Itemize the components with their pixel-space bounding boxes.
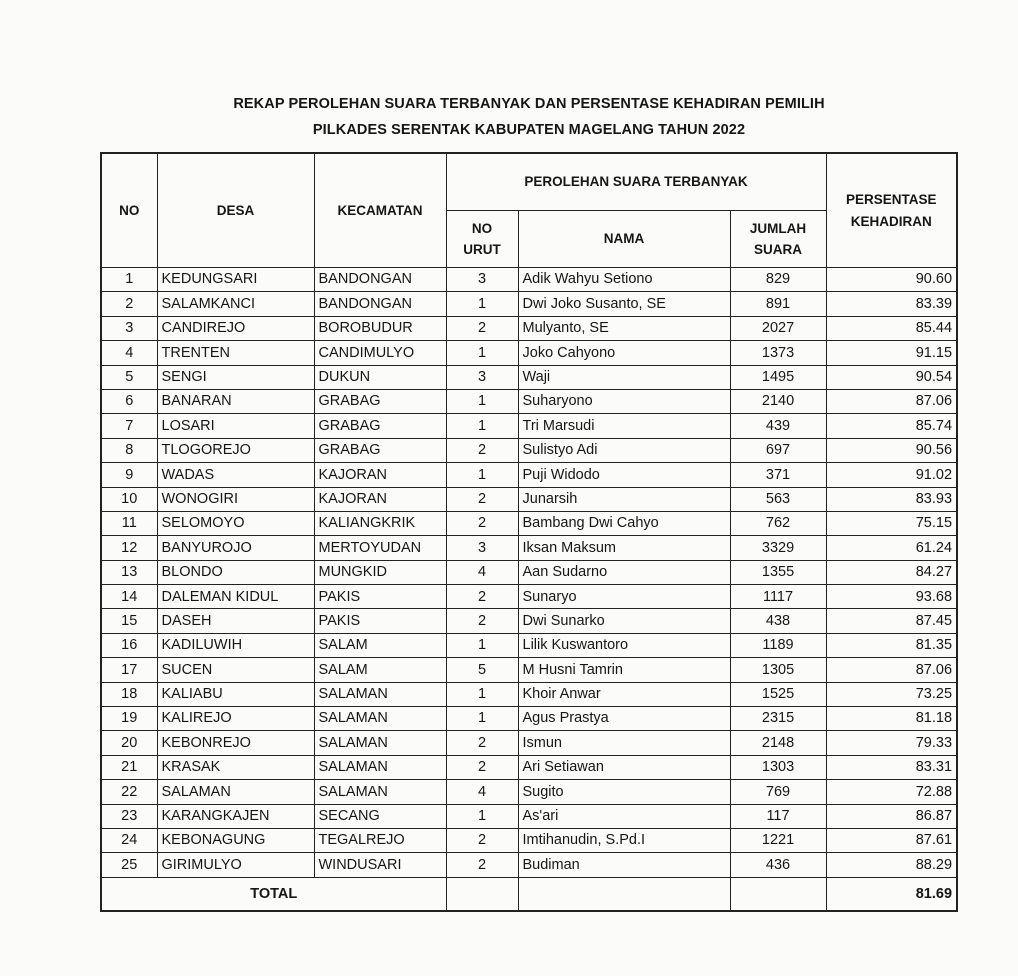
cell-jumlah-suara: 891 [730,292,826,316]
cell-persentase: 87.06 [826,389,957,413]
cell-no-urut: 2 [446,853,518,877]
cell-nama: Joko Cahyono [518,341,730,365]
cell-nama: M Husni Tamrin [518,658,730,682]
cell-jumlah-suara: 1189 [730,633,826,657]
cell-desa: KEBONAGUNG [157,828,314,852]
cell-persentase: 73.25 [826,682,957,706]
cell-persentase: 81.18 [826,707,957,731]
cell-jumlah-suara: 762 [730,511,826,535]
cell-nama: Bambang Dwi Cahyo [518,511,730,535]
cell-desa: KALIABU [157,682,314,706]
cell-desa: KALIREJO [157,707,314,731]
cell-nama: Mulyanto, SE [518,316,730,340]
cell-no-urut: 2 [446,731,518,755]
cell-jumlah-suara: 829 [730,268,826,292]
cell-nama: Suharyono [518,389,730,413]
cell-persentase: 83.39 [826,292,957,316]
cell-kecamatan: GRABAG [314,389,446,413]
cell-persentase: 90.56 [826,438,957,462]
cell-persentase: 61.24 [826,536,957,560]
cell-nama: Budiman [518,853,730,877]
cell-desa: KARANGKAJEN [157,804,314,828]
cell-no-urut: 5 [446,658,518,682]
table-row [101,341,957,365]
header-persentase-line-1: PERSENTASE [846,192,937,207]
cell-no: 17 [101,658,157,682]
cell-persentase: 81.35 [826,633,957,657]
cell-nama: Sulistyo Adi [518,438,730,462]
cell-desa: BANYUROJO [157,536,314,560]
total-row [101,877,957,911]
cell-desa: LOSARI [157,414,314,438]
cell-kecamatan: SALAM [314,658,446,682]
cell-desa: BANARAN [157,389,314,413]
cell-jumlah-suara: 371 [730,463,826,487]
cell-no-urut: 2 [446,316,518,340]
cell-kecamatan: MERTOYUDAN [314,536,446,560]
cell-desa: BLONDO [157,560,314,584]
cell-no: 14 [101,585,157,609]
cell-desa: KRASAK [157,755,314,779]
cell-jumlah-suara: 769 [730,780,826,804]
cell-kecamatan: BOROBUDUR [314,316,446,340]
total-empty-no-urut [446,877,518,911]
header-persentase [826,153,957,268]
table-row [101,804,957,828]
cell-desa: SALAMAN [157,780,314,804]
total-persentase: 81.69 [826,877,957,911]
header-jumlah-line-2: SUARA [754,242,803,257]
cell-no: 6 [101,389,157,413]
cell-no-urut: 1 [446,389,518,413]
cell-desa: TRENTEN [157,341,314,365]
header-jumlah-line-1: JUMLAH [749,220,807,236]
cell-no: 23 [101,804,157,828]
cell-no-urut: 1 [446,463,518,487]
cell-jumlah-suara: 438 [730,609,826,633]
cell-jumlah-suara: 697 [730,438,826,462]
cell-nama: Dwi Sunarko [518,609,730,633]
table-row [101,463,957,487]
cell-jumlah-suara: 439 [730,414,826,438]
cell-jumlah-suara: 436 [730,853,826,877]
cell-persentase: 79.33 [826,731,957,755]
cell-no-urut: 1 [446,414,518,438]
cell-no: 24 [101,828,157,852]
total-empty-nama [518,877,730,911]
cell-nama: Ari Setiawan [518,755,730,779]
cell-kecamatan: SECANG [314,804,446,828]
cell-kecamatan: BANDONGAN [314,292,446,316]
cell-jumlah-suara: 117 [730,804,826,828]
cell-no-urut: 3 [446,365,518,389]
cell-no: 16 [101,633,157,657]
cell-kecamatan: GRABAG [314,438,446,462]
cell-desa: KEBONREJO [157,731,314,755]
cell-no-urut: 1 [446,292,518,316]
cell-no: 12 [101,536,157,560]
cell-jumlah-suara: 1221 [730,828,826,852]
cell-persentase: 84.27 [826,560,957,584]
cell-no-urut: 1 [446,682,518,706]
cell-persentase: 90.60 [826,268,957,292]
cell-persentase: 87.45 [826,609,957,633]
cell-nama: Adik Wahyu Setiono [518,268,730,292]
table-row [101,389,957,413]
cell-no: 15 [101,609,157,633]
cell-no-urut: 2 [446,438,518,462]
cell-no: 18 [101,682,157,706]
cell-desa: TLOGOREJO [157,438,314,462]
cell-desa: KEDUNGSARI [157,268,314,292]
cell-kecamatan: MUNGKID [314,560,446,584]
cell-jumlah-suara: 2140 [730,389,826,413]
cell-desa: SUCEN [157,658,314,682]
cell-no-urut: 4 [446,560,518,584]
cell-persentase: 83.31 [826,755,957,779]
table-row [101,365,957,389]
cell-kecamatan: PAKIS [314,609,446,633]
cell-persentase: 85.74 [826,414,957,438]
cell-desa: WADAS [157,463,314,487]
cell-no-urut: 2 [446,511,518,535]
cell-no-urut: 2 [446,487,518,511]
cell-kecamatan: SALAMAN [314,731,446,755]
table-row [101,487,957,511]
cell-jumlah-suara: 2315 [730,707,826,731]
cell-jumlah-suara: 563 [730,487,826,511]
cell-desa: WONOGIRI [157,487,314,511]
cell-no: 8 [101,438,157,462]
cell-jumlah-suara: 1495 [730,365,826,389]
cell-persentase: 85.44 [826,316,957,340]
cell-no-urut: 3 [446,268,518,292]
recap-table [100,152,958,912]
header-no-urut [446,211,518,268]
cell-jumlah-suara: 1303 [730,755,826,779]
cell-persentase: 93.68 [826,585,957,609]
cell-desa: SELOMOYO [157,511,314,535]
cell-nama: Waji [518,365,730,389]
table-row [101,707,957,731]
header-nama: NAMA [518,211,730,268]
header-jumlah-suara [730,211,826,268]
cell-persentase: 75.15 [826,511,957,535]
table-row [101,560,957,584]
header-no-urut-line-1: NO [471,220,493,236]
cell-nama: Dwi Joko Susanto, SE [518,292,730,316]
table-row [101,633,957,657]
cell-no: 25 [101,853,157,877]
header-kecamatan: KECAMATAN [314,153,446,268]
cell-desa: KADILUWIH [157,633,314,657]
cell-no-urut: 2 [446,585,518,609]
cell-jumlah-suara: 1117 [730,585,826,609]
header-persentase-line-2: KEHADIRAN [850,213,932,229]
cell-persentase: 72.88 [826,780,957,804]
cell-kecamatan: SALAMAN [314,755,446,779]
cell-kecamatan: SALAM [314,633,446,657]
cell-jumlah-suara: 1525 [730,682,826,706]
cell-jumlah-suara: 3329 [730,536,826,560]
cell-no-urut: 2 [446,828,518,852]
document-title-line-2: PILKADES SERENTAK KABUPATEN MAGELANG TAHUN 2022 [312,122,746,138]
cell-no: 10 [101,487,157,511]
cell-no-urut: 2 [446,609,518,633]
cell-kecamatan: KALIANGKRIK [314,511,446,535]
cell-no: 22 [101,780,157,804]
cell-desa: CANDIREJO [157,316,314,340]
cell-desa: SENGI [157,365,314,389]
cell-nama: Agus Prastya [518,707,730,731]
cell-no-urut: 1 [446,341,518,365]
table-row [101,609,957,633]
header-perolehan-suara: PEROLEHAN SUARA TERBANYAK [446,153,826,211]
cell-desa: DASEH [157,609,314,633]
cell-no: 7 [101,414,157,438]
table-row [101,438,957,462]
cell-persentase: 87.06 [826,658,957,682]
document-title-line-1: REKAP PEROLEHAN SUARA TERBANYAK DAN PERSENTASE KEHADIRAN PEMILIH [233,96,825,112]
cell-no: 9 [101,463,157,487]
cell-nama: Khoir Anwar [518,682,730,706]
cell-kecamatan: CANDIMULYO [314,341,446,365]
cell-nama: Iksan Maksum [518,536,730,560]
cell-kecamatan: TEGALREJO [314,828,446,852]
cell-kecamatan: PAKIS [314,585,446,609]
cell-persentase: 88.29 [826,853,957,877]
cell-kecamatan: BANDONGAN [314,268,446,292]
table-row [101,414,957,438]
table-row [101,853,957,877]
table-row [101,658,957,682]
cell-no-urut: 2 [446,755,518,779]
cell-persentase: 90.54 [826,365,957,389]
cell-no: 20 [101,731,157,755]
header-desa: DESA [157,153,314,268]
table-row [101,316,957,340]
header-no-urut-line-2: URUT [463,242,501,257]
cell-persentase: 87.61 [826,828,957,852]
header-no: NO [101,153,157,268]
cell-nama: Imtihanudin, S.Pd.I [518,828,730,852]
table-row [101,780,957,804]
cell-jumlah-suara: 1305 [730,658,826,682]
cell-kecamatan: SALAMAN [314,707,446,731]
cell-persentase: 91.02 [826,463,957,487]
cell-jumlah-suara: 1373 [730,341,826,365]
table-row [101,292,957,316]
cell-jumlah-suara: 1355 [730,560,826,584]
table-row [101,682,957,706]
cell-kecamatan: DUKUN [314,365,446,389]
total-label: TOTAL [101,877,446,911]
cell-persentase: 83.93 [826,487,957,511]
cell-desa: SALAMKANCI [157,292,314,316]
cell-no: 13 [101,560,157,584]
cell-no: 4 [101,341,157,365]
table-row [101,828,957,852]
table-row [101,731,957,755]
cell-kecamatan: KAJORAN [314,463,446,487]
cell-no: 21 [101,755,157,779]
total-empty-jumlah [730,877,826,911]
cell-kecamatan: GRABAG [314,414,446,438]
cell-nama: Sunaryo [518,585,730,609]
cell-no-urut: 1 [446,633,518,657]
table-row [101,585,957,609]
cell-no: 5 [101,365,157,389]
cell-no-urut: 1 [446,707,518,731]
cell-nama: As'ari [518,804,730,828]
cell-nama: Puji Widodo [518,463,730,487]
cell-no: 19 [101,707,157,731]
cell-kecamatan: KAJORAN [314,487,446,511]
table-row [101,511,957,535]
cell-jumlah-suara: 2027 [730,316,826,340]
cell-no-urut: 3 [446,536,518,560]
cell-persentase: 91.15 [826,341,957,365]
table-row [101,268,957,292]
cell-desa: GIRIMULYO [157,853,314,877]
cell-desa: DALEMAN KIDUL [157,585,314,609]
cell-no-urut: 4 [446,780,518,804]
cell-no: 3 [101,316,157,340]
cell-kecamatan: SALAMAN [314,682,446,706]
cell-no: 1 [101,268,157,292]
cell-nama: Lilik Kuswantoro [518,633,730,657]
cell-nama: Ismun [518,731,730,755]
table-row [101,755,957,779]
cell-no-urut: 1 [446,804,518,828]
cell-jumlah-suara: 2148 [730,731,826,755]
cell-nama: Sugito [518,780,730,804]
cell-nama: Junarsih [518,487,730,511]
cell-nama: Tri Marsudi [518,414,730,438]
cell-nama: Aan Sudarno [518,560,730,584]
cell-no: 11 [101,511,157,535]
cell-no: 2 [101,292,157,316]
cell-kecamatan: WINDUSARI [314,853,446,877]
table-row [101,536,957,560]
cell-kecamatan: SALAMAN [314,780,446,804]
cell-persentase: 86.87 [826,804,957,828]
table-body [101,268,957,878]
